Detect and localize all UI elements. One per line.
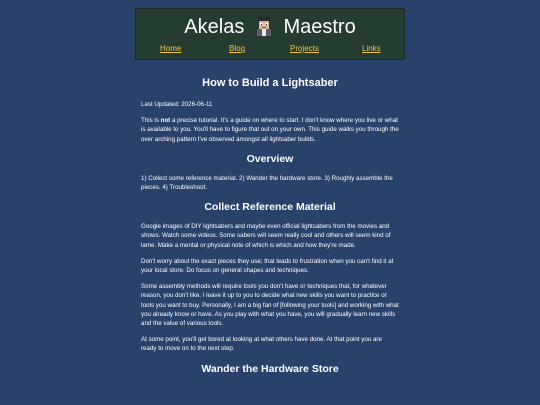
collect-paragraph-2: Don't worry about the exact pieces they use; that leads to frustration when you can't find it at your local store. Do focus on general shapes and techniques. xyxy=(141,257,394,275)
last-updated: Last Updated: 2026-06-11 xyxy=(141,101,213,108)
avatar-icon xyxy=(254,16,274,36)
site-title-left: Akelas xyxy=(184,16,245,38)
nav-link-blog[interactable]: Blog xyxy=(229,44,246,53)
overview-heading: Overview xyxy=(246,152,294,165)
intro-paragraph xyxy=(141,116,399,144)
site-header xyxy=(135,8,405,60)
intro-text-bold: not xyxy=(160,117,171,125)
page xyxy=(135,8,405,376)
collect-heading: Collect Reference Material xyxy=(204,201,336,214)
collect-paragraph-1: Google images of DIY lightsabers and maybe even official lightsabers from the movies and shows. Watch some videos. Some sabers will seem really cool and others will seem kind of lame. Make a mental or physical note of which is which and how they're made. xyxy=(141,223,391,249)
nav-link-links[interactable]: Links xyxy=(362,44,381,53)
nav-bar xyxy=(136,44,404,56)
overview-paragraph: 1) Collect some reference material. 2) Wander the hardware store. 3) Roughly assemble the pieces. 4) Troubleshoot. xyxy=(141,174,393,192)
collect-paragraph-3: Some assembly methods will require tools you don't have or techniques that, for whatever reason, you don't like. I leave it up to you to decide what new skills you want to practice or tools you want to buy. Personally, I am a big fan of [following your tools] and working with what you already know or have. As you play with what you have, you will gradually learn new skills and the value of various tools. xyxy=(141,283,399,328)
nav-link-projects[interactable]: Projects xyxy=(290,44,319,53)
nav-link-home[interactable]: Home xyxy=(160,44,182,53)
wander-heading: Wander the Hardware Store xyxy=(201,362,339,375)
page-title: How to Build a Lightsaber xyxy=(202,77,338,89)
intro-text-pre: This is xyxy=(141,117,161,125)
article xyxy=(141,77,399,376)
collect-paragraph-4: At some point, you'll get bored at looking at what others have done. At that point you are ready to move on to the next step. xyxy=(141,336,382,353)
site-title xyxy=(136,15,404,39)
site-title-right: Maestro xyxy=(283,16,356,38)
intro-text-post: a precise tutorial. It's a guide on where to start. I don't know where you live or what is available to you. You'll have to figure that out on your own. This guide walks you through the over arching pattern I've observed amongst all lightsaber builds. xyxy=(141,117,399,143)
